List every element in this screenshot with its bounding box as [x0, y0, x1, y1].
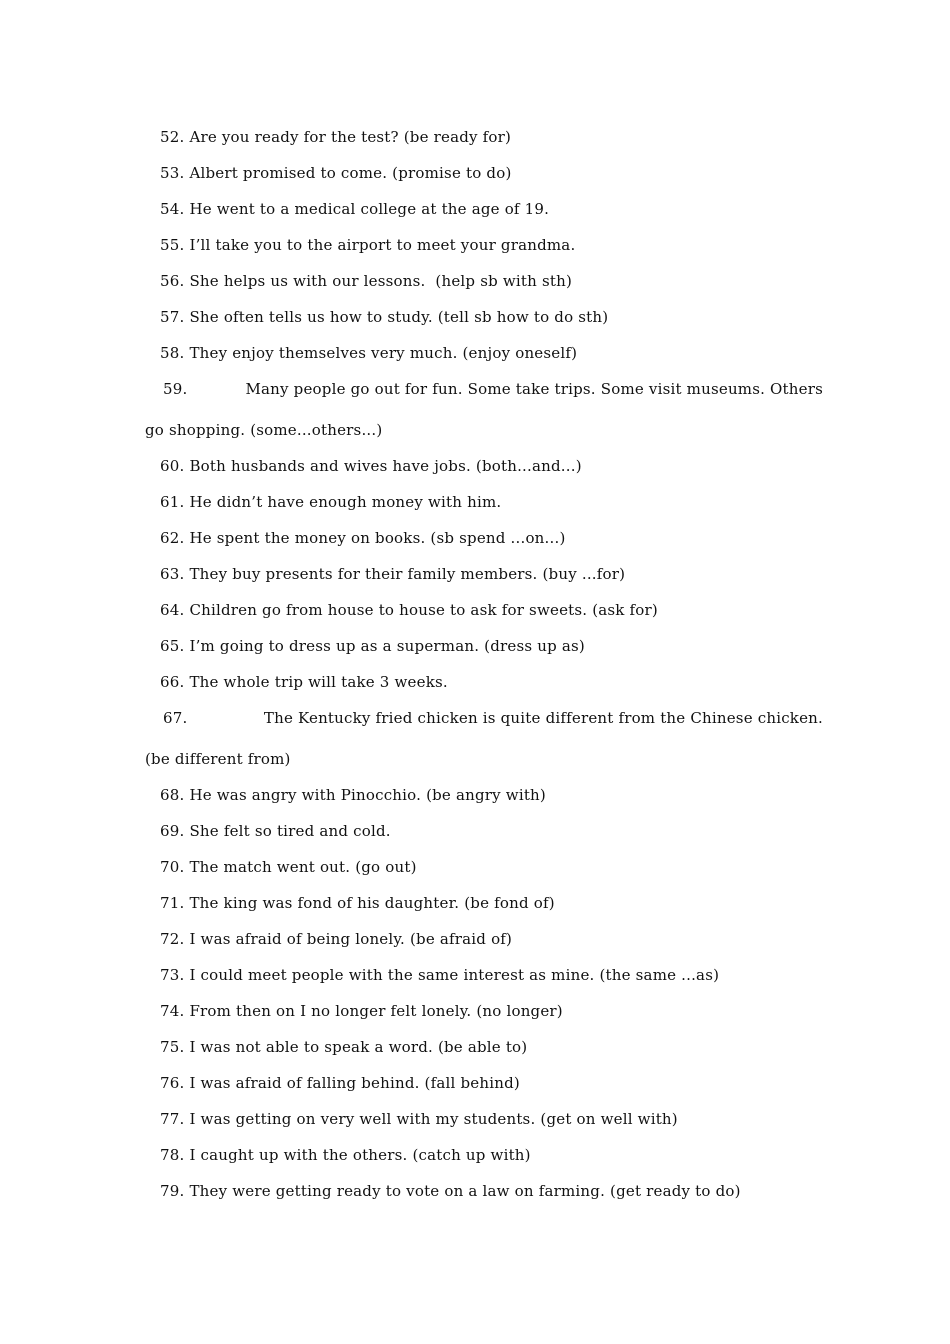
list-item	[0, 125, 950, 161]
item-text: From then on I no longer felt lonely. (no longer)	[189, 1002, 563, 1020]
item-number: 76.	[160, 1074, 185, 1092]
list-item	[0, 233, 950, 269]
list-item	[0, 891, 950, 927]
list-item	[0, 670, 950, 706]
item-text: They enjoy themselves very much. (enjoy oneself)	[189, 344, 578, 362]
item-number: 73.	[160, 966, 185, 984]
item-number: 60.	[160, 457, 185, 475]
item-number: 70.	[160, 858, 185, 876]
item-text: The Kentucky fried chicken is quite different from the Chinese chicken.	[263, 709, 823, 727]
item-number: 58.	[160, 344, 185, 362]
item-number: 79.	[160, 1182, 185, 1200]
list-item	[0, 454, 950, 490]
item-number: 78.	[160, 1146, 185, 1164]
item-text: I was getting on very well with my students. (get on well with)	[189, 1110, 678, 1128]
item-first-line	[163, 706, 823, 730]
item-number: 54.	[160, 200, 185, 218]
list-item	[0, 1179, 950, 1215]
list-item	[0, 1071, 950, 1107]
item-text: He spent the money on books. (sb spend ...on...)	[189, 529, 566, 547]
item-text: The match went out. (go out)	[189, 858, 417, 876]
item-text: He went to a medical college at the age of 19.	[189, 200, 550, 218]
item-continuation: go shopping. (some...others...)	[145, 421, 383, 439]
list-item	[0, 855, 950, 891]
list-item	[0, 783, 950, 819]
item-number: 57.	[160, 308, 185, 326]
item-number: 66.	[160, 673, 185, 691]
item-number: 74.	[160, 1002, 185, 1020]
list-item	[0, 377, 950, 454]
list-item	[0, 526, 950, 562]
list-item	[0, 963, 950, 999]
item-number: 63.	[160, 565, 185, 583]
item-text: Albert promised to come. (promise to do)	[189, 164, 512, 182]
item-number: 72.	[160, 930, 185, 948]
list-item	[0, 269, 950, 305]
item-number: 71.	[160, 894, 185, 912]
item-number: 52.	[160, 128, 185, 146]
item-number: 64.	[160, 601, 185, 619]
item-number: 65.	[160, 637, 185, 655]
item-text: I was afraid of falling behind. (fall behind)	[189, 1074, 520, 1092]
item-number: 69.	[160, 822, 185, 840]
item-text: He didn’t have enough money with him.	[189, 493, 502, 511]
item-text: I caught up with the others. (catch up with)	[189, 1146, 531, 1164]
item-text: She felt so tired and cold.	[189, 822, 391, 840]
list-item	[0, 1035, 950, 1071]
list-item	[0, 819, 950, 855]
item-number: 53.	[160, 164, 185, 182]
list-item	[0, 341, 950, 377]
list-item	[0, 562, 950, 598]
item-text: Are you ready for the test? (be ready for)	[189, 128, 512, 146]
item-number: 77.	[160, 1110, 185, 1128]
item-number: 55.	[160, 236, 185, 254]
item-text: I’ll take you to the airport to meet your grandma.	[189, 236, 576, 254]
item-text: He was angry with Pinocchio. (be angry with)	[189, 786, 546, 804]
sentence-list	[0, 125, 950, 1215]
item-text: She helps us with our lessons. (help sb with sth)	[189, 272, 572, 290]
item-number: 67.	[163, 709, 188, 727]
item-text: I was afraid of being lonely. (be afraid of)	[189, 930, 513, 948]
list-item	[0, 598, 950, 634]
item-number: 62.	[160, 529, 185, 547]
item-text: Both husbands and wives have jobs. (both...and...)	[189, 457, 582, 475]
list-item	[0, 197, 950, 233]
item-text: Many people go out for fun. Some take trips. Some visit museums. Others	[245, 380, 823, 398]
item-text: The king was fond of his daughter. (be fond of)	[189, 894, 555, 912]
item-text: I’m going to dress up as a superman. (dress up as)	[189, 637, 585, 655]
item-number: 59.	[163, 380, 188, 398]
list-item	[0, 706, 950, 783]
list-item	[0, 634, 950, 670]
item-number: 61.	[160, 493, 185, 511]
item-text: I was not able to speak a word. (be able to)	[189, 1038, 528, 1056]
item-text: They were getting ready to vote on a law on farming. (get ready to do)	[189, 1182, 741, 1200]
item-continuation: (be different from)	[145, 750, 291, 768]
list-item	[0, 1107, 950, 1143]
item-text: The whole trip will take 3 weeks.	[189, 673, 448, 691]
item-number: 56.	[160, 272, 185, 290]
list-item	[0, 999, 950, 1035]
list-item	[0, 161, 950, 197]
item-number: 68.	[160, 786, 185, 804]
list-item	[0, 490, 950, 526]
item-text: Children go from house to house to ask for sweets. (ask for)	[189, 601, 658, 619]
item-text: She often tells us how to study. (tell sb how to do sth)	[189, 308, 609, 326]
item-text: I could meet people with the same interest as mine. (the same ...as)	[189, 966, 720, 984]
item-number: 75.	[160, 1038, 185, 1056]
list-item	[0, 927, 950, 963]
list-item	[0, 305, 950, 341]
item-first-line	[163, 377, 823, 401]
list-item	[0, 1143, 950, 1179]
item-text: They buy presents for their family members. (buy ...for)	[189, 565, 626, 583]
